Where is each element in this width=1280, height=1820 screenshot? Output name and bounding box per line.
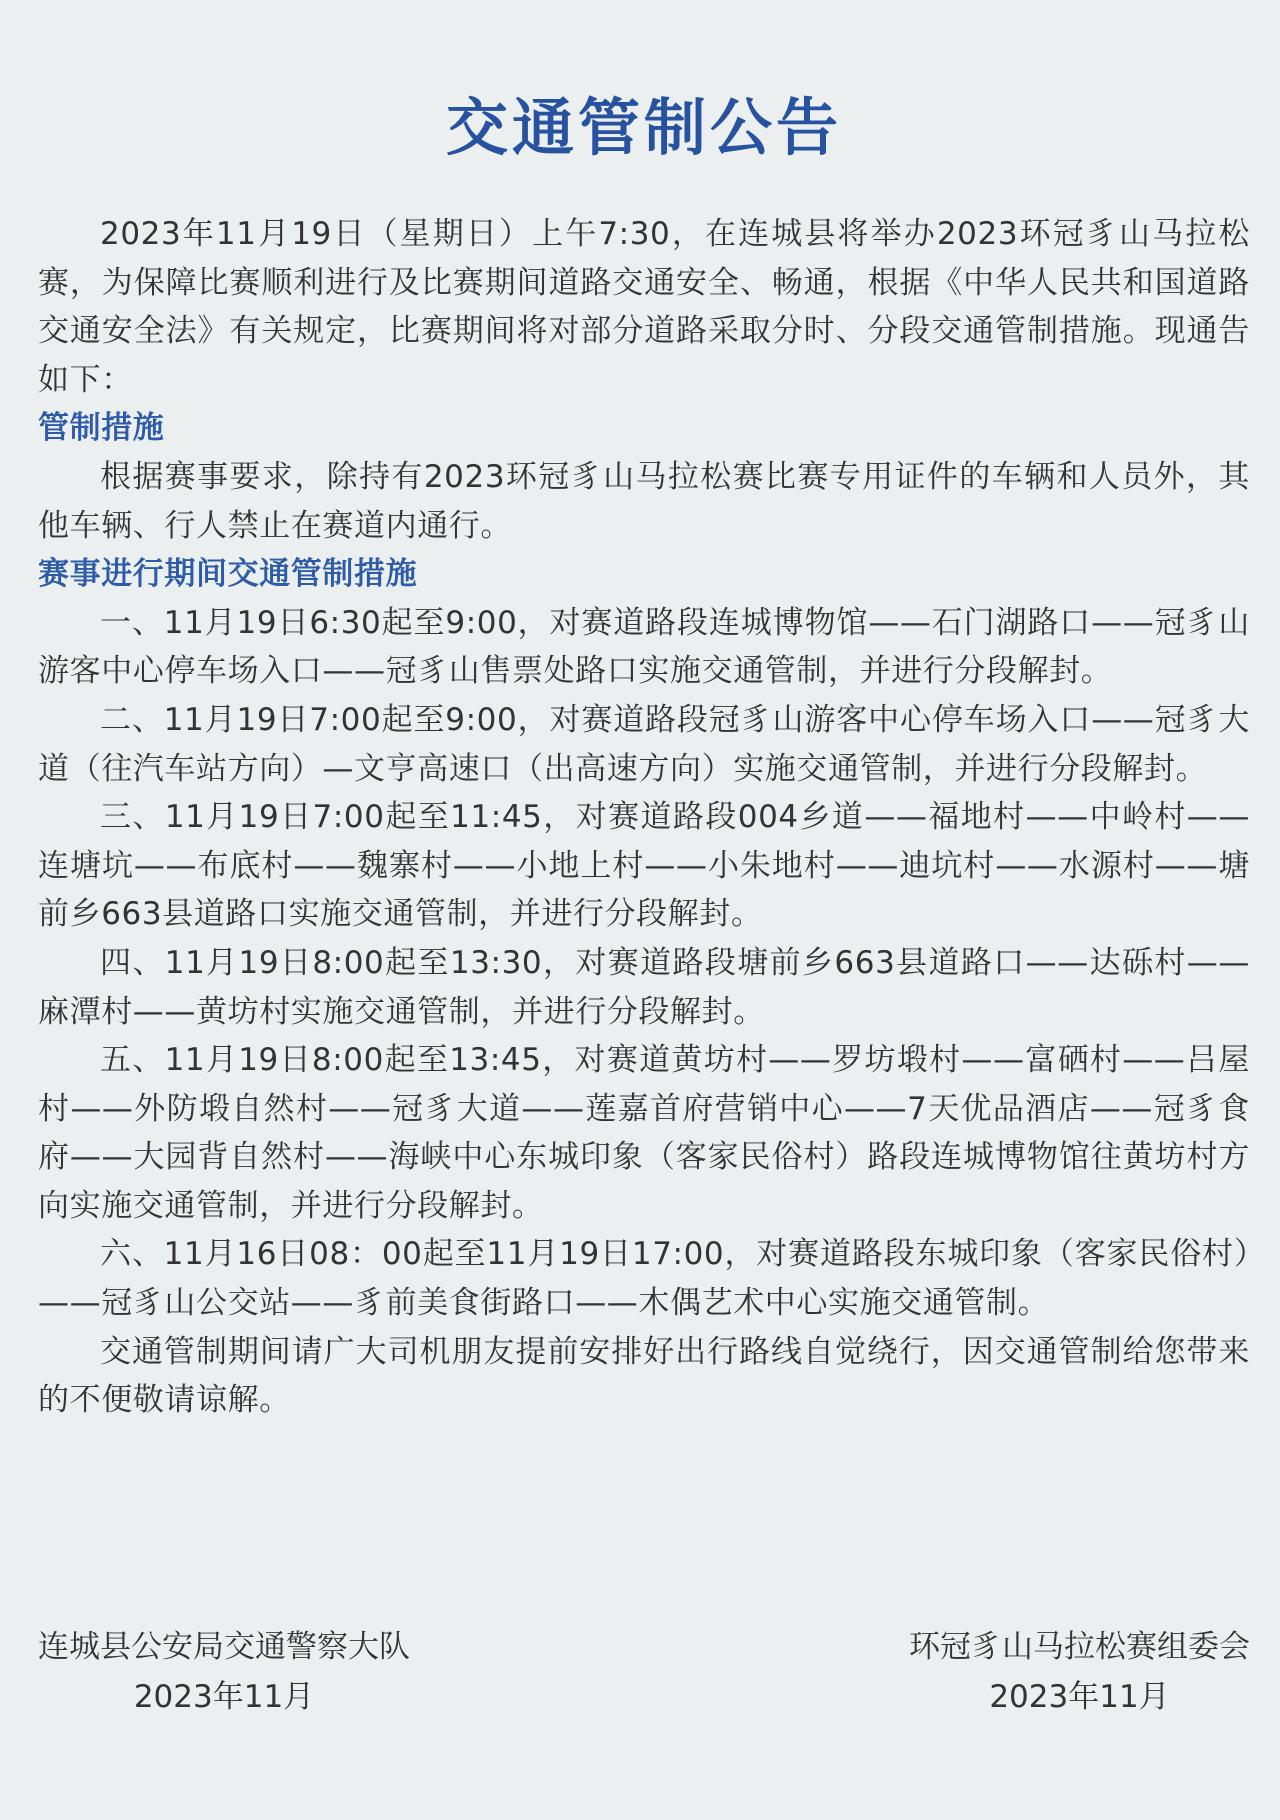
measure-item-6: 六、11月16日08：00起至11月19日17:00，对赛道路段东城印象（客家民俗村）——冠豸山公交站——豸前美食街路口——木偶艺术中心实施交通管制。 [38,1236,1250,1322]
signature-right-date: 2023年11月 [989,1679,1170,1715]
notice-body [38,210,1250,1425]
signature-left-name: 连城县公安局交通警察大队 [38,1629,410,1665]
signature-right [909,1622,1250,1722]
signature-left-date: 2023年11月 [133,1679,315,1715]
measure-item-1: 一、11月19日6:30起至9:00，对赛道路段连城博物馆——石门湖路口——冠豸山游客中心停车场入口——冠豸山售票处路口实施交通管制，并进行分段解封。 [38,604,1250,690]
section-heading-race-period-measures: 赛事进行期间交通管制措施 [38,556,418,593]
measure-item-3: 三、11月19日7:00起至11:45，对赛道路段004乡道——福地村——中岭村——连塘坑——布底村——魏寨村——小地上村——小朱地村——迪坑村——水源村——塘前乡663县道路口实施交通管制，并进行分段解封。 [38,799,1250,933]
signature-right-name: 环冠豸山马拉松赛组委会 [909,1629,1250,1665]
measure-item-4: 四、11月19日8:00起至13:30，对赛道路段塘前乡663县道路口——达砾村——麻潭村——黄坊村实施交通管制，并进行分段解封。 [38,944,1250,1030]
intro-paragraph: 2023年11月19日（星期日）上午7:30，在连城县将举办2023环冠豸山马拉松赛，为保障比赛顺利进行及比赛期间道路交通安全、畅通，根据《中华人民共和国道路交通安全法》有关规定，比赛期间将对部分道路采取分时、分段交通管制措施。现通告如下： [38,216,1250,398]
signature-left [38,1622,410,1722]
page-title: 交通管制公告 [445,91,842,164]
measure-item-5: 五、11月19日8:00起至13:45，对赛道黄坊村——罗坊塅村——富硒村——吕屋村——外防塅自然村——冠豸大道——莲嘉首府营销中心——7天优品酒店——冠豸食府——大园背自然村——海峡中心东城印象（客家民俗村）路段连城博物馆往黄坊村方向实施交通管制，并进行分段解封。 [38,1042,1250,1224]
control-measures-paragraph: 根据赛事要求，除持有2023环冠豸山马拉松赛比赛专用证件的车辆和人员外，其他车辆、行人禁止在赛道内通行。 [38,458,1250,544]
section-heading-control-measures: 管制措施 [38,410,165,447]
measure-item-2: 二、11月19日7:00起至9:00，对赛道路段冠豸山游客中心停车场入口——冠豸大道（往汽车站方向）—文亨高速口（出高速方向）实施交通管制，并进行分段解封。 [38,701,1250,787]
closing-paragraph: 交通管制期间请广大司机朋友提前安排好出行路线自觉绕行，因交通管制给您带来的不便敬请谅解。 [38,1333,1250,1419]
